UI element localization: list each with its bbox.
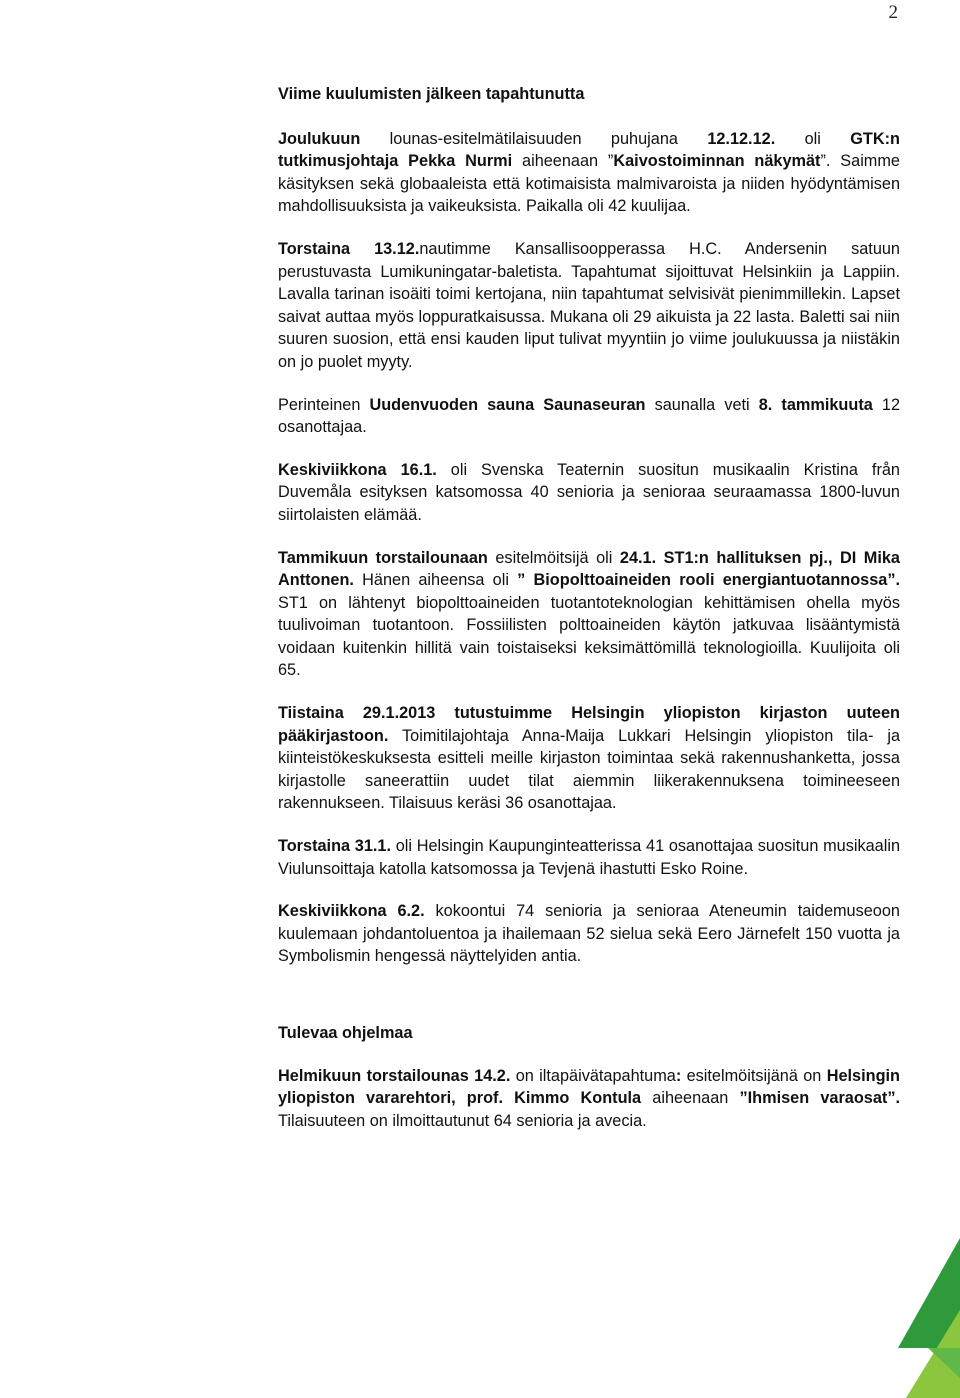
paragraph-opera-ballet: Torstaina 13.12.nautimme Kansallisoopperassa H.C. Andersenin satuun perustuvasta Lumikuningatar-baletista. Tapahtumat sijoittuvat Helsinkiin ja Lappiin. Lavalla tarinan isoäiti toimi kertojana, niin tapahtumat selvisivät pienimmillekin. Lapset saivat auttaa myös loppuratkaisussa. Mukana oli 29 aikuista ja 22 lasta. Baletti sai niin suuren suosion, että ensi kauden liput tulivat myyntiin jo viime joulukuussa ja niistäkin on jo puolet myyty. xyxy=(278,239,900,371)
paragraph-january-lunch: Tammikuun torstailounaan esitelmöitsijä oli 24.1. ST1:n hallituksen pj., DI Mika Anttonen. Hänen aiheensa oli ” Biopolttoaineiden rooli energiantuotannossa”. ST1 on lähtenyt biopolttoaineiden tuotantoteknologian kehittämisen ohella myös tuulivoiman tuotantoon. Fossiilisten polttoaineiden käytön jatkuvaa lisääntymistä voidaan kuitenkin hillitä vain toistaiseksi keksimättömillä teknologioilla. Kuulijoita oli 65. xyxy=(278,548,901,680)
document-body xyxy=(278,83,900,1152)
paragraph-ateneum: Keskiviikkona 6.2. kokoontui 74 senioria ja senioraa Ateneumin taidemuseoon kuulemaan johdantoluentoa ja ihailemaan 52 sielua sekä Eero Järnefelt 150 vuotta ja Symbolismin hengessä näyttelyiden antia. xyxy=(278,902,900,966)
paragraph-february-lunch: Helmikuun torstailounas 14.2. on iltapäivätapahtuma: esitelmöitsijänä on Helsingin yliopiston vararehtori, prof. Kimmo Kontula aiheenaan ”Ihmisen varaosat”. Tilaisuuteen on ilmoittautunut 64 senioria ja avecia. xyxy=(278,1066,900,1130)
section-heading-upcoming: Tulevaa ohjelmaa xyxy=(278,1024,413,1042)
paragraph-svenska-teatern: Keskiviikkona 16.1. oli Svenska Teaternin suositun musikaalin Kristina från Duvemåla esityksen katsomossa 40 senioria ja senioraa seuraamassa 1800-luvun siirtolaisten elämää. xyxy=(278,460,900,524)
paragraph-new-year-sauna: Perinteinen Uudenvuoden sauna Saunaseuran saunalla veti 8. tammikuuta 12 osanottajaa. xyxy=(278,395,900,437)
paragraph-december-lunch: Joulukuun lounas-esitelmätilaisuuden puhujana 12.12.12. oli GTK:n tutkimusjohtaja Pekka Nurmi aiheenaan ”Kaivostoiminnan näkymät”. Saimme käsityksen sekä globaaleista että kotimaisista malmivaroista ja niiden hyödyntämisen mahdollisuuksista ja vaikeuksista. Paikalla oli 42 kuulijaa. xyxy=(278,129,900,216)
green-corner-decoration-icon xyxy=(898,1238,960,1398)
section-heading-news: Viime kuulumisten jälkeen tapahtunutta xyxy=(278,85,585,103)
paragraph-city-theatre: Torstaina 31.1. oli Helsingin Kaupunginteatterissa 41 osanottajaa suositun musikaalin Viulunsoittaja katolla katsomossa ja Tevjenä ihastutti Esko Roine. xyxy=(278,837,901,878)
paragraph-library-visit: Tiistaina 29.1.2013 tutustuimme Helsingin yliopiston kirjaston uuteen pääkirjastoon. Toimitilajohtaja Anna-Maija Lukkari Helsingin yliopiston tila- ja kiinteistökeskuksesta esitteli meille kirjaston toimintaa sekä rakennushanketta, jossa kirjastolle saneerattiin uudet tilat aiemmin liikerakennuksena toimineeseen rakennukseen. Tilaisuus keräsi 36 osanottajaa. xyxy=(278,704,900,813)
page-number: 2 xyxy=(888,2,898,23)
